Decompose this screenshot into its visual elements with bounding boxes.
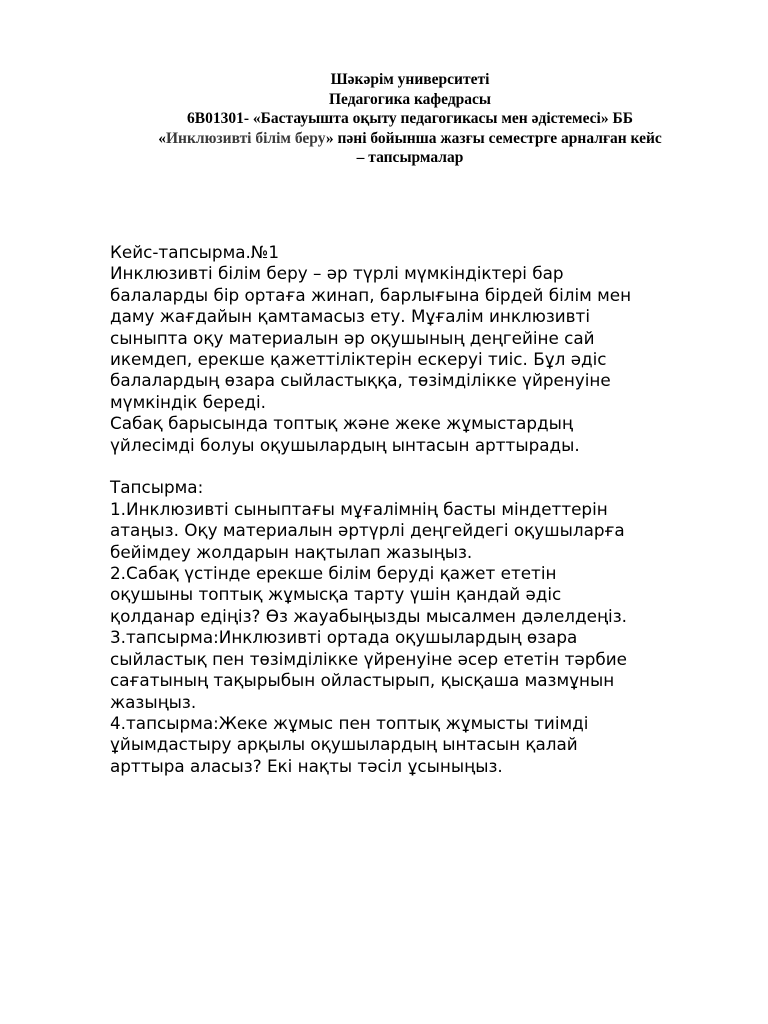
text-line: сыныпта оқу материалын әр оқушының деңгейіне сай bbox=[110, 327, 595, 348]
task-line: оқушыны топтық жұмысқа тарту үшін қандай әдіс bbox=[110, 584, 562, 605]
case-title: Кейс-тапсырма.№1 bbox=[110, 242, 279, 262]
text-line: даму жағдайын қамтамасыз ету. Мұғалім инклюзивті bbox=[110, 306, 590, 327]
program-name: 6В01301- «Бастауышта оқыту педагогикасы мен әдістемесі» ББ bbox=[187, 110, 633, 127]
task-line: сыйластық пен төзімділікке үйренуіне әсер ететін тәрбие bbox=[110, 648, 627, 669]
task-line: атаңыз. Оқу материалын әртүрлі деңгейдегі оқушыларға bbox=[110, 520, 625, 541]
text-line: балаларды бір ортаға жинап, барлығына бірдей білім мен bbox=[110, 284, 632, 305]
task-line: қолданар едіңіз? Өз жауабыңызды мысалмен дәлелдеңіз. bbox=[110, 605, 627, 626]
task-line: 2.Сабақ үстінде ерекше білім беруді қажет ететін bbox=[110, 563, 557, 584]
paragraph-gap bbox=[110, 456, 722, 477]
text-line: Инклюзивті білім беру – әр түрлі мүмкіндіктері бар bbox=[110, 263, 564, 284]
task-line: 4.тапсырма:Жеке жұмыс пен топтық жұмысты тиімді bbox=[110, 712, 589, 733]
document-body bbox=[110, 242, 722, 777]
text-line: икемдеп, ерекше қажеттіліктерін ескеруі тиіс. Бұл әдіс bbox=[110, 349, 607, 370]
text-line: үйлесімді болуы оқушылардың ынтасын арттырады. bbox=[110, 434, 580, 455]
task-line: арттыра аласыз? Екі нақты тәсіл ұсыныңыз. bbox=[110, 755, 503, 776]
text-line: мүмкіндік береді. bbox=[110, 391, 267, 412]
task-line: 3.тапсырма:Инклюзивті ортада оқушылардың өзара bbox=[110, 627, 578, 648]
text-line: Сабақ барысында топтық және жеке жұмыстардың bbox=[110, 413, 573, 434]
task-line: сағатының тақырыбын ойластырып, қысқаша мазмұнын bbox=[110, 670, 615, 691]
text-line: балалардың өзара сыйластыққа, төзімділікке үйренуіне bbox=[110, 370, 611, 391]
task-line: ұйымдастыру арқылы оқушылардың ынтасын қалай bbox=[110, 734, 578, 755]
course-name: Инклюзивті білім беру bbox=[165, 129, 326, 147]
header-subtitle: – тапсырмалар bbox=[356, 149, 464, 166]
task-line: 1.Инклюзивті сыныптағы мұғалімнің басты міндеттерін bbox=[110, 498, 608, 519]
case-paragraph-2 bbox=[110, 413, 722, 456]
task-line: бейімдеу жолдарын нақтылап жазыңыз. bbox=[110, 541, 473, 562]
department-name: Педагогика кафедрасы bbox=[328, 90, 492, 108]
task-line: жазыңыз. bbox=[110, 691, 197, 712]
tasks-title: Тапсырма: bbox=[110, 477, 204, 498]
document-header bbox=[100, 70, 720, 168]
tasks-list bbox=[110, 499, 722, 777]
university-name: Шәкәрім университеті bbox=[330, 71, 490, 88]
course-quote-open: « bbox=[158, 129, 166, 147]
course-line bbox=[100, 129, 720, 149]
course-description: » пәні бойынша жазғы семестрге арналған кейс bbox=[325, 129, 662, 147]
case-paragraph-1 bbox=[110, 263, 722, 413]
